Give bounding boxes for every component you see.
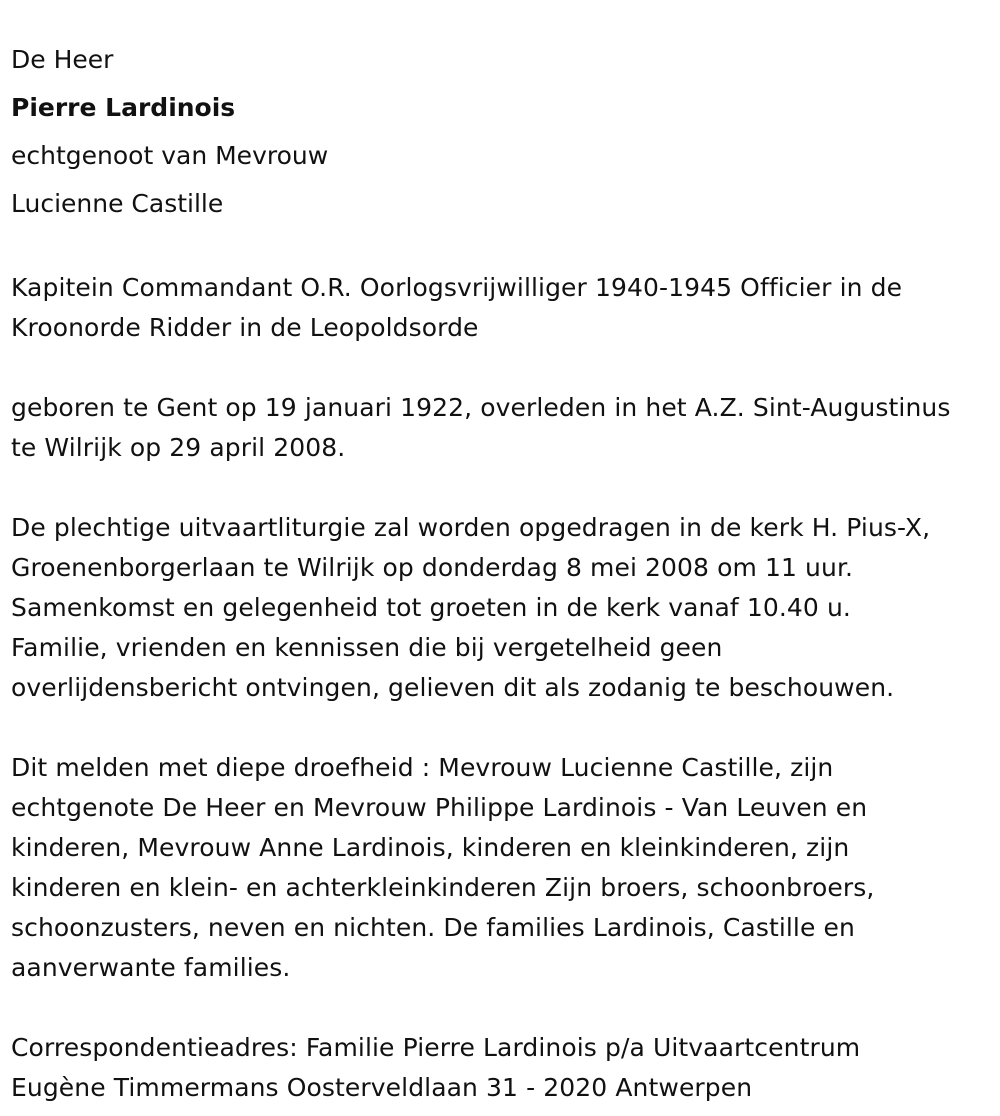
- funeral-service-paragraph: [11, 508, 996, 708]
- service-line: Samenkomst en gelegenheid tot groeten in de kerk vanaf 10.40 u.: [11, 593, 851, 622]
- spouse-intro: echtgenoot van Mevrouw: [11, 141, 329, 170]
- family-line: aanverwante families.: [11, 953, 291, 982]
- salutation: De Heer: [11, 45, 114, 74]
- address-line: Correspondentieadres: Familie Pierre Lardinois p/a Uitvaartcentrum: [11, 1033, 861, 1062]
- family-line: schoonzusters, neven en nichten. De families Lardinois, Castille en: [11, 913, 855, 942]
- family-line: kinderen, Mevrouw Anne Lardinois, kinderen en kleinkinderen, zijn: [11, 833, 850, 862]
- spouse-name: Lucienne Castille: [11, 189, 224, 218]
- family-line: kinderen en klein- en achterkleinkinderen Zijn broers, schoonbroers,: [11, 873, 875, 902]
- service-line: overlijdensbericht ontvingen, gelieven dit als zodanig te beschouwen.: [11, 673, 895, 702]
- obituary-header: [11, 0, 1000, 228]
- family-line: echtgenote De Heer en Mevrouw Philippe Lardinois - Van Leuven en: [11, 793, 868, 822]
- birth-death-line: te Wilrijk op 29 april 2008.: [11, 433, 346, 462]
- titles-line: Kapitein Commandant O.R. Oorlogsvrijwilliger 1940-1945 Officier in de: [11, 273, 903, 302]
- birth-death-line: geboren te Gent op 19 januari 1922, overleden in het A.Z. Sint-Augustinus: [11, 393, 951, 422]
- deceased-name: Pierre Lardinois: [11, 93, 236, 122]
- service-line: De plechtige uitvaartliturgie zal worden opgedragen in de kerk H. Pius-X,: [11, 513, 931, 542]
- family-announcement-paragraph: [11, 748, 996, 988]
- address-line: Eugène Timmermans Oosterveldlaan 31 - 2020 Antwerpen: [11, 1073, 753, 1102]
- family-line: Dit melden met diepe droefheid : Mevrouw Lucienne Castille, zijn: [11, 753, 834, 782]
- titles-line: Kroonorde Ridder in de Leopoldsorde: [11, 313, 479, 342]
- correspondence-address-paragraph: [11, 1028, 996, 1108]
- birth-death-paragraph: [11, 388, 996, 468]
- service-line: Familie, vrienden en kennissen die bij vergetelheid geen: [11, 633, 723, 662]
- titles-paragraph: [11, 268, 996, 348]
- service-line: Groenenborgerlaan te Wilrijk op donderdag 8 mei 2008 om 11 uur.: [11, 553, 854, 582]
